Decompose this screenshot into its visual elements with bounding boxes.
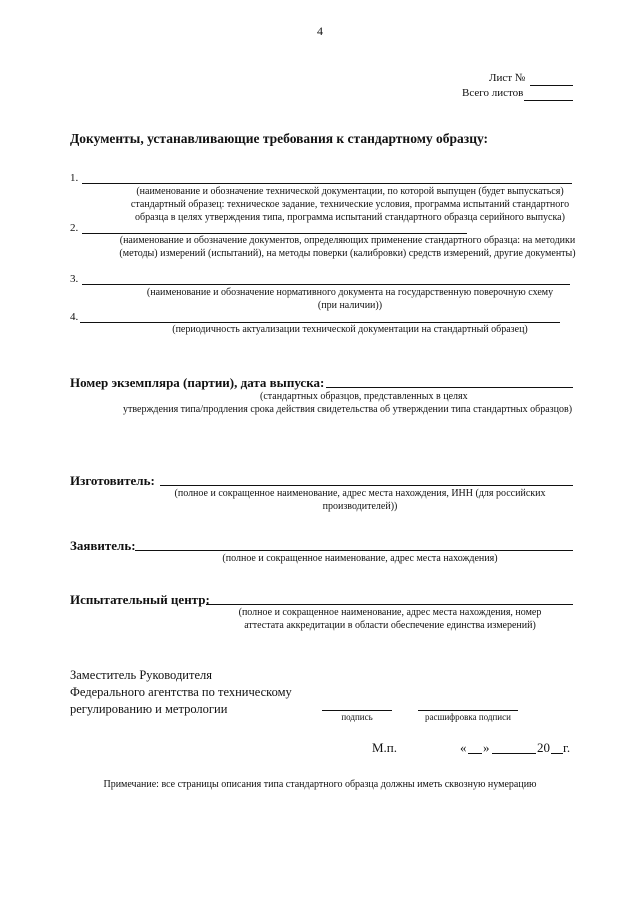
year-line <box>551 753 563 754</box>
date-close-quote: » <box>483 740 490 755</box>
year-suffix: г. <box>563 740 571 755</box>
stamp-place: М.п. <box>372 740 398 755</box>
field-caption: (наименование и обозначение технической документации, по которой выпущен (будет выпускаться) стандартный образец: техническое задание, технические условия, программа испытаний стандартного образца в целях утверждения типа, программа испытаний стандартного образца серийного выпуска) <box>130 186 570 223</box>
field-caption: (стандартных образцов, представленных в целях утверждения типа/продления срока действия свидетельства об утверждении типа стандартных образцов) <box>122 391 573 415</box>
sheet-label: Лист № <box>489 72 526 84</box>
field-caption: (полное и сокращенное наименование, адрес места нахождения, ИНН (для российских производителей)) <box>174 488 546 512</box>
month-line <box>492 753 536 754</box>
decode-line <box>418 710 518 711</box>
page-number: 4 <box>317 24 323 38</box>
applicant-label: Заявитель: <box>70 538 136 553</box>
year-prefix: 20 <box>537 740 550 755</box>
manufacturer-label: Изготовитель: <box>70 473 155 488</box>
fill-line <box>135 550 573 551</box>
decode-caption: расшифровка подписи <box>425 712 511 722</box>
fill-line <box>160 485 573 486</box>
footnote: Примечание: все страницы описания типа стандартного образца должны иметь сквозную нумерацию <box>103 779 537 790</box>
item-number: 2. <box>70 222 79 234</box>
test-center-label: Испытательный центр: <box>70 592 210 607</box>
field-caption: (полное и сокращенное наименование, адрес места нахождения, номер аттестата аккредитации в области обеспечение единства измерений) <box>238 607 542 631</box>
date-open-quote: « <box>460 740 467 755</box>
total-label: Всего листов <box>462 87 524 99</box>
day-line <box>468 753 482 754</box>
section-title: Документы, устанавливающие требования к стандартному образцу: <box>70 131 489 146</box>
fill-line <box>326 387 573 388</box>
field-caption: (периодичность актуализации технической документации на стандартный образец) <box>172 324 528 335</box>
field-caption: (наименование и обозначение нормативного документа на государственную поверочную схему (при наличии)) <box>146 287 554 311</box>
signature-caption: подпись <box>341 712 373 722</box>
item-number: 1. <box>70 172 79 184</box>
field-caption: (полное и сокращенное наименование, адрес места нахождения) <box>222 553 498 564</box>
fill-line <box>206 604 573 605</box>
item-number: 3. <box>70 273 79 285</box>
batch-label: Номер экземпляра (партии), дата выпуска: <box>70 375 325 390</box>
fill-line <box>82 183 572 184</box>
sheet-number-line <box>530 85 573 86</box>
signature-line <box>322 710 392 711</box>
fill-line <box>82 284 570 285</box>
signatory-title: Заместитель Руководителя Федерального агентства по техническому регулированию и метрологии <box>70 668 292 716</box>
item-number: 4. <box>70 311 79 323</box>
field-caption: (наименование и обозначение документов, определяющих применение стандартного образца: на методики (методы) измерений (испытаний), на методы поверки (калибровки) средств измерений, другие документы) <box>119 235 576 259</box>
total-sheets-line <box>524 100 573 101</box>
